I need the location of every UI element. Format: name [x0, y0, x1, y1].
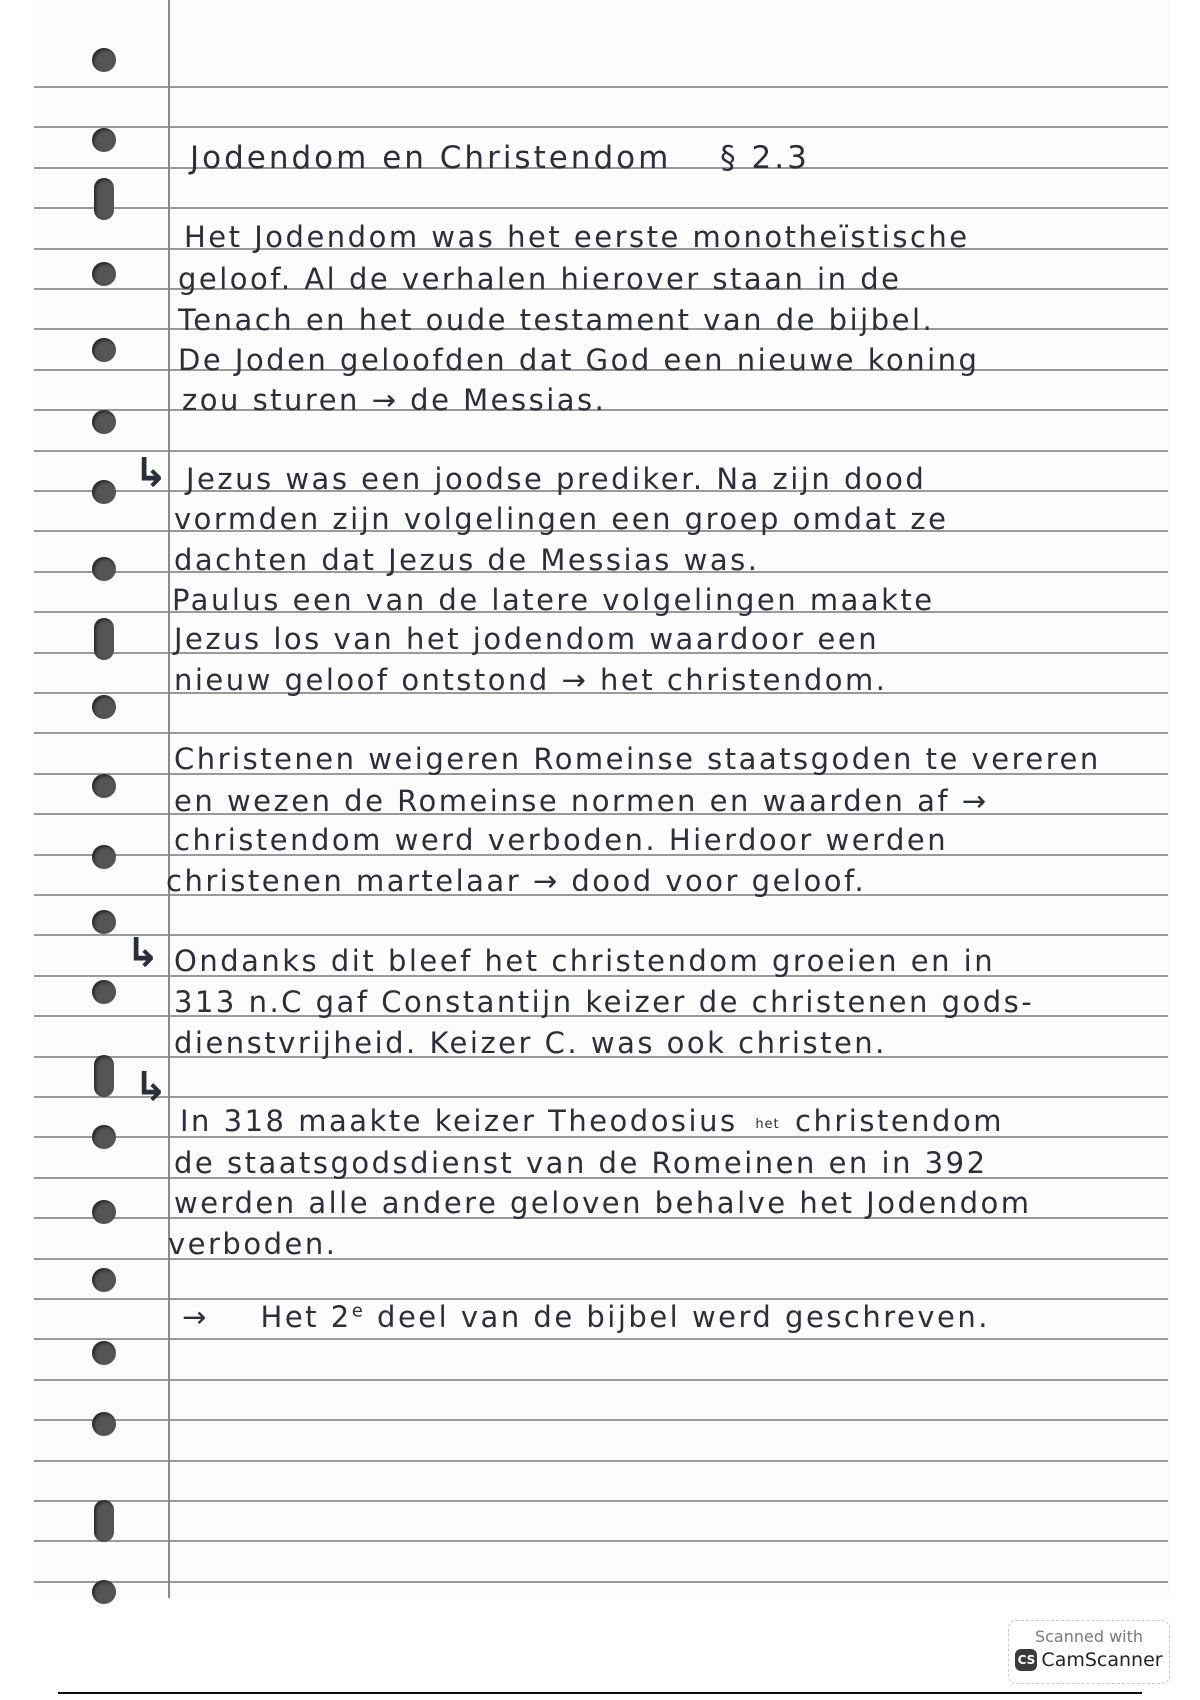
ruled-line — [34, 1581, 1168, 1583]
binder-hole — [92, 128, 116, 152]
ruled-line — [34, 86, 1168, 88]
p3-line-4: christenen martelaar → dood voor geloof. — [166, 864, 867, 898]
ruled-line — [34, 1338, 1168, 1340]
p4-line-1: Ondanks dit bleef het christendom groeien en in — [174, 944, 996, 978]
section-ref: § 2.3 — [720, 140, 810, 176]
binder-hole — [94, 1055, 114, 1097]
binder-hole — [92, 910, 116, 934]
scanner-brand — [1009, 1649, 1169, 1671]
binder-hole — [92, 774, 116, 798]
binder-hole — [92, 1341, 116, 1365]
binder-hole — [92, 695, 116, 719]
p5-line-1-text: In 318 maakte keizer Theodosius — [180, 1104, 738, 1138]
bottom-rule — [58, 1692, 1142, 1694]
p5-line-1 — [180, 1104, 1004, 1138]
ruled-line — [34, 207, 1168, 209]
bracket-arrow-mark: ↳ — [134, 450, 168, 496]
binder-hole — [94, 178, 114, 220]
binder-hole — [94, 618, 114, 660]
p2-line-2: vormden zijn volgelingen een groep omdat ze — [174, 502, 949, 536]
binder-hole — [92, 1412, 116, 1436]
margin-line — [168, 0, 170, 1598]
ruled-line — [34, 1096, 1168, 1098]
p2-line-4: Paulus een van de latere volgelingen maakte — [172, 583, 935, 617]
binder-hole — [92, 1125, 116, 1149]
ruled-line — [34, 126, 1168, 128]
conclusion-line — [182, 1300, 990, 1334]
conclusion-arrow: → — [182, 1300, 209, 1334]
binder-hole — [92, 48, 116, 72]
p5-line-2: de staatsgodsdienst van de Romeinen en in 392 — [174, 1146, 988, 1180]
binder-hole — [92, 480, 116, 504]
binder-hole — [92, 338, 116, 362]
p4-line-3: dienstvrijheid. Keizer C. was ook christen. — [174, 1026, 887, 1060]
ruled-line — [34, 1500, 1168, 1502]
p3-line-1: Christenen weigeren Romeinse staatsgoden te vereren — [174, 742, 1101, 776]
p3-line-3: christendom werd verboden. Hierdoor werden — [174, 823, 949, 857]
binder-hole — [92, 410, 116, 434]
p2-line-5: Jezus los van het jodendom waardoor een — [174, 622, 880, 656]
camscanner-badge — [1008, 1620, 1170, 1684]
p2-line-1: Jezus was een joodse prediker. Na zijn dood — [186, 462, 927, 496]
conclusion-post: deel van de bijbel werd geschreven. — [365, 1300, 990, 1334]
binder-hole — [92, 1200, 116, 1224]
p2-line-3: dachten dat Jezus de Messias was. — [174, 543, 760, 577]
conclusion-sup: e — [351, 1300, 366, 1322]
p1-line-1: Het Jodendom was het eerste monotheïstische — [184, 220, 970, 254]
binder-hole — [94, 1500, 114, 1542]
ruled-line — [34, 1379, 1168, 1381]
p5-line-1-end: christendom — [795, 1104, 1004, 1138]
p2-line-6: nieuw geloof ontstond → het christendom. — [174, 663, 888, 697]
p1-line-3: Tenach en het oude testament van de bijbel. — [178, 303, 935, 337]
p4-line-2: 313 n.C gaf Constantijn keizer de christenen gods- — [174, 985, 1035, 1019]
binder-hole — [92, 262, 116, 286]
p5-line-4: verboden. — [168, 1227, 338, 1261]
bracket-arrow-mark: ↳ — [134, 1064, 168, 1110]
bracket-arrow-mark: ↳ — [126, 930, 160, 976]
ruled-line — [34, 934, 1168, 936]
ruled-line — [34, 1540, 1168, 1542]
ruled-line — [34, 1419, 1168, 1421]
note-title-text: Jodendom en Christendom — [190, 140, 672, 176]
ruled-line — [34, 1460, 1168, 1462]
p5-line-3: werden alle andere geloven behalve het Jodendom — [174, 1186, 1032, 1220]
binder-hole — [92, 845, 116, 869]
p1-line-2: geloof. Al de verhalen hierover staan in de — [178, 262, 902, 296]
scanner-brand-name: CamScanner — [1041, 1649, 1163, 1671]
ruled-line — [34, 732, 1168, 734]
camscanner-logo-icon: CS — [1015, 1649, 1037, 1671]
binder-hole — [92, 980, 116, 1004]
conclusion-pre: Het 2 — [260, 1300, 352, 1334]
inserted-word: het — [755, 1117, 780, 1132]
binder-hole — [92, 1580, 116, 1604]
note-title — [190, 140, 810, 176]
binder-hole — [92, 1268, 116, 1292]
scanner-caption: Scanned with — [1034, 1627, 1144, 1646]
binder-hole — [92, 557, 116, 581]
p3-line-2: en wezen de Romeinse normen en waarden af → — [174, 784, 989, 818]
p1-line-5: zou sturen → de Messias. — [182, 383, 607, 417]
ruled-line — [34, 450, 1168, 452]
p1-line-4: De Joden geloofden dat God een nieuwe koning — [178, 343, 980, 377]
